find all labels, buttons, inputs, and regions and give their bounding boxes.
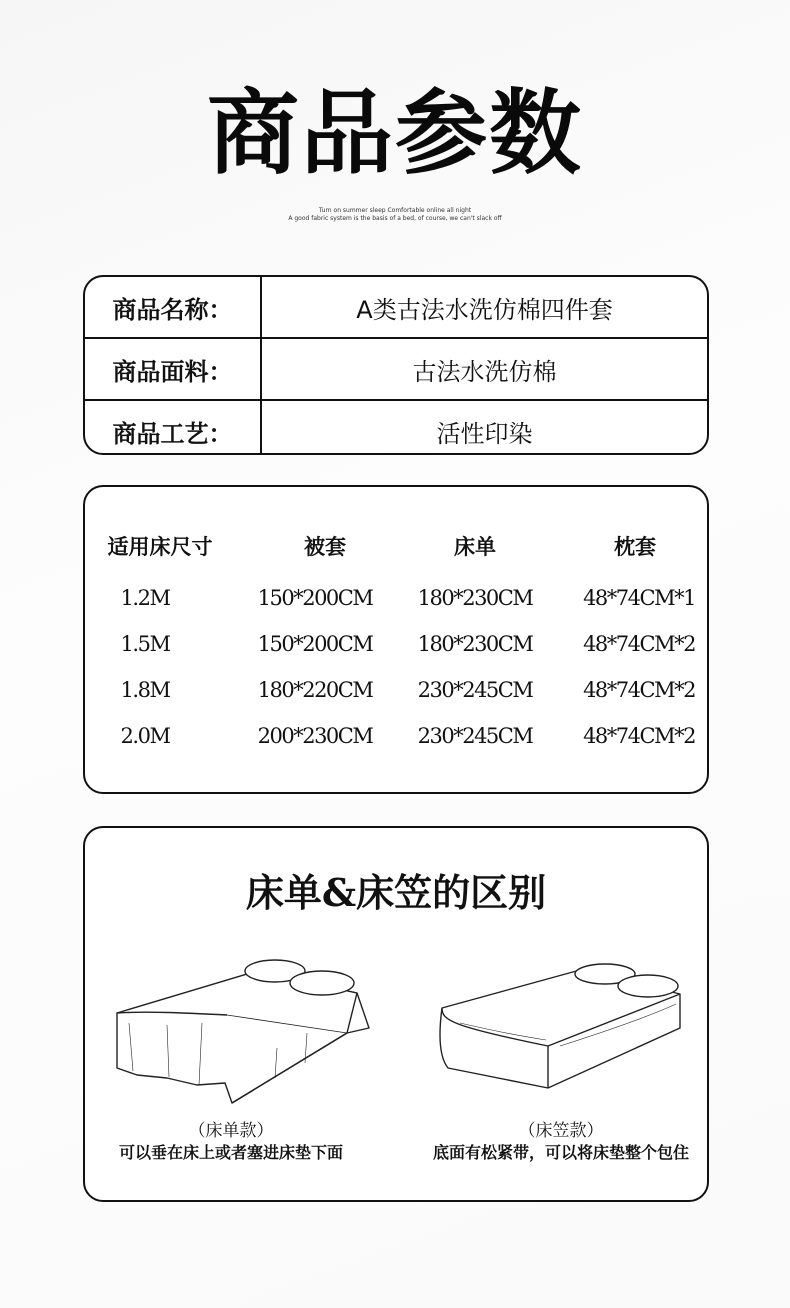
table-cell: 230*245CM: [417, 724, 533, 748]
sheet-comparison-card: [83, 826, 709, 1202]
size-table: [83, 485, 709, 794]
info-value: A类古法水洗仿棉四件套: [356, 295, 613, 324]
table-cell: 2.0M: [120, 724, 170, 748]
fitted-sheet-caption: [411, 1120, 711, 1164]
flat-sheet-bed-icon: [107, 953, 377, 1113]
comparison-title: 床单&床笠的区别: [245, 870, 547, 915]
fitted-sheet-type: （床笠款）: [518, 1121, 604, 1141]
fitted-sheet-bed-icon: [430, 958, 690, 1108]
table-cell: 48*74CM*1: [583, 586, 695, 610]
table-cell: 1.2M: [120, 586, 170, 610]
table-cell: 1.5M: [120, 632, 170, 656]
subtitle-line-2: A good fabric system is the basis of a bed, of course, we can't slack off: [288, 215, 502, 222]
header-pillowcase: 枕套: [614, 534, 656, 559]
info-label: 商品工艺：: [112, 418, 233, 448]
table-cell: 150*200CM: [257, 632, 373, 656]
header-duvet-cover: 被套: [304, 534, 346, 559]
info-value: 古法水洗仿棉: [412, 357, 557, 386]
table-cell: 1.8M: [120, 678, 170, 702]
table-cell: 48*74CM*2: [583, 632, 695, 656]
flat-sheet-desc: 可以垂在床上或者塞进床垫下面: [118, 1143, 343, 1162]
table-cell: 230*245CM: [417, 678, 533, 702]
info-row-name: [85, 277, 707, 337]
flat-sheet-caption: [81, 1120, 381, 1164]
subtitle-line-1: Turn on summer sleep Comfortable online all night: [318, 207, 472, 214]
info-row-fabric: [85, 337, 707, 399]
table-cell: 200*230CM: [257, 724, 373, 748]
info-row-craft: [85, 399, 707, 455]
header-bed-size: 适用床尺寸: [107, 534, 213, 559]
table-cell: 150*200CM: [257, 586, 373, 610]
page-title: 商品参数: [206, 79, 583, 187]
table-cell: 180*220CM: [257, 678, 373, 702]
header-flat-sheet: 床单: [454, 534, 496, 559]
info-label: 商品面料：: [112, 356, 233, 386]
table-cell: 48*74CM*2: [583, 678, 695, 702]
fitted-sheet-desc: 底面有松紧带，可以将床垫整个包住: [432, 1143, 689, 1162]
info-value: 活性印染: [436, 419, 533, 448]
product-info-table: [83, 275, 709, 455]
table-cell: 180*230CM: [417, 632, 533, 656]
flat-sheet-type: （床单款）: [188, 1121, 274, 1141]
table-cell: 48*74CM*2: [583, 724, 695, 748]
table-cell: 180*230CM: [417, 586, 533, 610]
info-label: 商品名称：: [112, 294, 233, 324]
